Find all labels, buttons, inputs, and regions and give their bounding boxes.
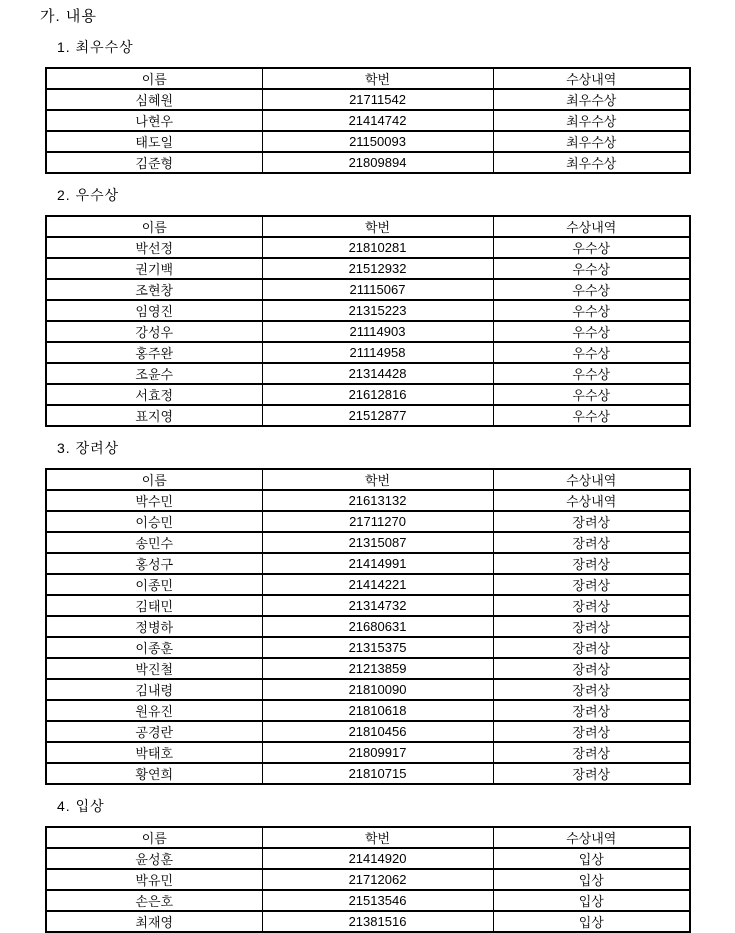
award-table: [45, 67, 691, 174]
name-cell: 김준형: [46, 152, 262, 173]
name-cell: 김내령: [46, 679, 262, 700]
table-row: [46, 363, 690, 384]
student-id-cell: 21150093: [262, 131, 493, 152]
student-id-cell: 21213859: [262, 658, 493, 679]
student-id-cell: 21810618: [262, 700, 493, 721]
name-cell: 황연희: [46, 763, 262, 784]
section-heading: 1. 최우수상: [57, 39, 134, 55]
table-row: [46, 89, 690, 110]
column-header: 수상내역: [493, 68, 690, 89]
award-cell: 장려상: [493, 742, 690, 763]
name-cell: 송민수: [46, 532, 262, 553]
student-id-cell: 21810281: [262, 237, 493, 258]
award-cell: 입상: [493, 869, 690, 890]
table-row: [46, 152, 690, 173]
name-cell: 표지영: [46, 405, 262, 426]
student-id-cell: 21810456: [262, 721, 493, 742]
student-id-cell: 21613132: [262, 490, 493, 511]
header-row: [46, 216, 690, 237]
name-cell: 김태민: [46, 595, 262, 616]
student-id-cell: 21513546: [262, 890, 493, 911]
student-id-cell: 21612816: [262, 384, 493, 405]
award-cell: 최우수상: [493, 131, 690, 152]
table-row: [46, 405, 690, 426]
name-cell: 조현창: [46, 279, 262, 300]
name-cell: 원유진: [46, 700, 262, 721]
name-cell: 박수민: [46, 490, 262, 511]
table-row: [46, 553, 690, 574]
name-cell: 윤성훈: [46, 848, 262, 869]
award-cell: 장려상: [493, 616, 690, 637]
student-id-cell: 21512932: [262, 258, 493, 279]
award-table: [45, 468, 691, 785]
student-id-cell: 21314732: [262, 595, 493, 616]
student-id-cell: 21711270: [262, 511, 493, 532]
name-cell: 심혜원: [46, 89, 262, 110]
award-cell: 장려상: [493, 637, 690, 658]
table-row: [46, 637, 690, 658]
table-row: [46, 237, 690, 258]
column-header: 학번: [262, 469, 493, 490]
student-id-cell: 21315087: [262, 532, 493, 553]
student-id-cell: 21314428: [262, 363, 493, 384]
table-row: [46, 595, 690, 616]
table-row: [46, 616, 690, 637]
column-header: 학번: [262, 68, 493, 89]
name-cell: 이종민: [46, 574, 262, 595]
column-header: 이름: [46, 68, 262, 89]
award-cell: 장려상: [493, 595, 690, 616]
name-cell: 홍성구: [46, 553, 262, 574]
name-cell: 공경란: [46, 721, 262, 742]
table-row: [46, 658, 690, 679]
name-cell: 박태호: [46, 742, 262, 763]
name-cell: 손은호: [46, 890, 262, 911]
table-row: [46, 490, 690, 511]
header-row: [46, 68, 690, 89]
column-header: 학번: [262, 827, 493, 848]
name-cell: 박유민: [46, 869, 262, 890]
name-cell: 조윤수: [46, 363, 262, 384]
table-row: [46, 300, 690, 321]
award-cell: 최우수상: [493, 110, 690, 131]
section-heading: 3. 장려상: [57, 440, 120, 456]
student-id-cell: 21381516: [262, 911, 493, 932]
section-heading: 2. 우수상: [57, 187, 120, 203]
student-id-cell: 21512877: [262, 405, 493, 426]
award-cell: 최우수상: [493, 152, 690, 173]
student-id-cell: 21114958: [262, 342, 493, 363]
student-id-cell: 21414221: [262, 574, 493, 595]
award-cell: 최우수상: [493, 89, 690, 110]
table-row: [46, 742, 690, 763]
name-cell: 이종훈: [46, 637, 262, 658]
name-cell: 태도일: [46, 131, 262, 152]
award-cell: 우수상: [493, 321, 690, 342]
name-cell: 서효정: [46, 384, 262, 405]
student-id-cell: 21414920: [262, 848, 493, 869]
header-row: [46, 827, 690, 848]
student-id-cell: 21712062: [262, 869, 493, 890]
table-row: [46, 384, 690, 405]
student-id-cell: 21414742: [262, 110, 493, 131]
name-cell: 박진철: [46, 658, 262, 679]
award-cell: 우수상: [493, 363, 690, 384]
column-header: 이름: [46, 216, 262, 237]
name-cell: 최재영: [46, 911, 262, 932]
award-cell: 장려상: [493, 553, 690, 574]
column-header: 수상내역: [493, 469, 690, 490]
column-header: 수상내역: [493, 827, 690, 848]
name-cell: 권기백: [46, 258, 262, 279]
name-cell: 홍주완: [46, 342, 262, 363]
award-sections: [40, 39, 692, 933]
student-id-cell: 21809894: [262, 152, 493, 173]
award-cell: 우수상: [493, 405, 690, 426]
name-cell: 박선정: [46, 237, 262, 258]
award-cell: 입상: [493, 911, 690, 932]
doc-title: 가. 내용: [40, 8, 97, 25]
student-id-cell: 21810715: [262, 763, 493, 784]
student-id-cell: 21711542: [262, 89, 493, 110]
column-header: 학번: [262, 216, 493, 237]
award-cell: 수상내역: [493, 490, 690, 511]
name-cell: 강성우: [46, 321, 262, 342]
table-row: [46, 279, 690, 300]
award-cell: 장려상: [493, 721, 690, 742]
award-cell: 우수상: [493, 300, 690, 321]
award-cell: 입상: [493, 890, 690, 911]
header-row: [46, 469, 690, 490]
award-cell: 장려상: [493, 511, 690, 532]
table-row: [46, 532, 690, 553]
name-cell: 이승민: [46, 511, 262, 532]
column-header: 이름: [46, 469, 262, 490]
student-id-cell: 21414991: [262, 553, 493, 574]
award-table: [45, 826, 691, 933]
section-heading: 4. 입상: [57, 798, 105, 814]
table-row: [46, 848, 690, 869]
table-row: [46, 131, 690, 152]
table-row: [46, 869, 690, 890]
award-cell: 우수상: [493, 279, 690, 300]
name-cell: 정병하: [46, 616, 262, 637]
award-cell: 장려상: [493, 679, 690, 700]
student-id-cell: 21810090: [262, 679, 493, 700]
column-header: 수상내역: [493, 216, 690, 237]
award-cell: 우수상: [493, 384, 690, 405]
table-row: [46, 574, 690, 595]
student-id-cell: 21114903: [262, 321, 493, 342]
table-row: [46, 890, 690, 911]
table-row: [46, 721, 690, 742]
award-cell: 장려상: [493, 532, 690, 553]
table-row: [46, 511, 690, 532]
student-id-cell: 21680631: [262, 616, 493, 637]
award-cell: 입상: [493, 848, 690, 869]
column-header: 이름: [46, 827, 262, 848]
table-row: [46, 258, 690, 279]
award-cell: 장려상: [493, 574, 690, 595]
name-cell: 임영진: [46, 300, 262, 321]
award-cell: 장려상: [493, 700, 690, 721]
award-table: [45, 215, 691, 427]
student-id-cell: 21115067: [262, 279, 493, 300]
award-cell: 우수상: [493, 237, 690, 258]
award-cell: 장려상: [493, 658, 690, 679]
table-row: [46, 321, 690, 342]
table-row: [46, 763, 690, 784]
table-row: [46, 911, 690, 932]
table-row: [46, 700, 690, 721]
name-cell: 나현우: [46, 110, 262, 131]
table-row: [46, 342, 690, 363]
award-cell: 우수상: [493, 342, 690, 363]
table-row: [46, 679, 690, 700]
student-id-cell: 21809917: [262, 742, 493, 763]
award-cell: 우수상: [493, 258, 690, 279]
award-cell: 장려상: [493, 763, 690, 784]
student-id-cell: 21315223: [262, 300, 493, 321]
table-row: [46, 110, 690, 131]
student-id-cell: 21315375: [262, 637, 493, 658]
